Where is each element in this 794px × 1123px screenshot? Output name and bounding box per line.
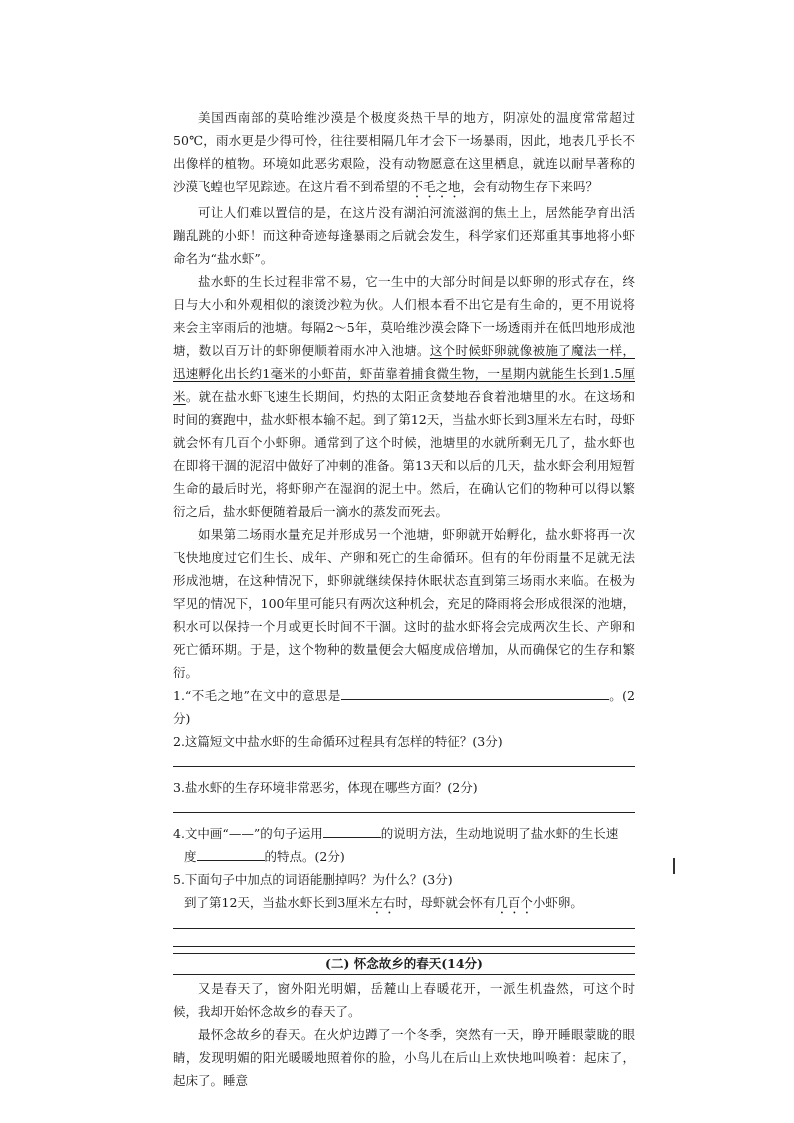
dotted-word-2: 几百个 bbox=[495, 895, 533, 910]
dotted-phrase: 不毛之地 bbox=[410, 179, 461, 194]
answer-line-2[interactable] bbox=[173, 766, 635, 767]
question-1 bbox=[173, 684, 635, 730]
section2-paragraph-2: 最怀念故乡的春天。在火炉边蹲了一个冬季，突然有一天，睁开睡眼蒙眬的眼睛，发现明媚的阳光暖暖地照着你的脸，小鸟儿在后山上欢快地叫唤着：起床了，起床了。睡意 bbox=[173, 1027, 635, 1088]
section2-paragraph-1: 又是春天了，窗外阳光明媚，岳麓山上春暖花开，一派生机盎然，可这个时候，我却开始怀念故乡的春天了。 bbox=[173, 981, 635, 1019]
paragraph-text: 盐水虾的生长过程非常不易，它一生中的大部分时间是以虾卵的形式存在，终日与大小和外观相似的滚烫沙粒为伙。人们根本看不出它是有生命的，更不用说将来会主宰雨后的池塘。每隔2～5年，莫哈维沙漠会降下一场透雨并在低凹地形成池塘，数以百万计的虾卵便顺着雨水冲入池塘。 bbox=[173, 274, 635, 358]
question-text: 4.文中画“——”的句子运用 bbox=[173, 826, 323, 841]
question-4-line-2 bbox=[173, 845, 635, 868]
answer-blank-4a[interactable] bbox=[323, 823, 381, 838]
question-5-sentence bbox=[173, 891, 635, 917]
paragraph-text: ，会有动物生存下来吗？ bbox=[460, 179, 599, 194]
answer-blank-4b[interactable] bbox=[197, 846, 265, 861]
underlined-sentence: 这个时候虾卵就像被施了魔法一样，迅速孵化出长约1毫米的小虾苗，虾苗靠着捕食微生物，一星期内就能生长到1.5厘米 bbox=[173, 343, 635, 404]
passage-paragraph-1 bbox=[173, 106, 635, 201]
question-text: 度 bbox=[184, 849, 197, 864]
answer-blank-1[interactable] bbox=[341, 685, 609, 700]
question-2: 2.这篇短文中盐水虾的生命循环过程具有怎样的特征？(3分) bbox=[173, 734, 503, 749]
question-text: 1.“不毛之地”在文中的意思是 bbox=[173, 688, 341, 703]
sentence-text: 小虾卵。 bbox=[532, 895, 583, 910]
question-3: 3.盐水虾的生存环境非常恶劣，体现在哪些方面？(2分) bbox=[173, 780, 478, 795]
passage-paragraph-3 bbox=[173, 270, 635, 523]
question-4 bbox=[173, 822, 635, 845]
scan-edge-mark bbox=[673, 858, 675, 874]
sentence-text: 时，母虾就会怀有 bbox=[395, 895, 496, 910]
passage-paragraph-2: 可让人们难以置信的是，在这片没有湖泊河流滋润的焦土上，居然能孕育出活蹦乱跳的小虾！而这种奇迹每逢暴雨之后就会发生，科学家们还郑重其事地将小虾命名为“盐水虾”。 bbox=[173, 205, 635, 266]
dotted-word-1: 左右 bbox=[370, 895, 396, 910]
question-5: 5.下面句子中加点的词语能删掉吗？为什么？(3分) bbox=[173, 872, 453, 887]
question-text: 的特点。(2分) bbox=[264, 849, 345, 864]
passage-paragraph-4: 如果第二场雨水量充足并形成另一个池塘，虾卵就开始孵化，盐水虾将再一次飞快地度过它们生长、成年、产卵和死亡的生命循环。但有的年份雨量不足就无法形成池塘，在这种情况下，虾卵就继续保持休眠状态直到第三场雨水来临。在极为罕见的情况下，100年里可能只有两次这种机会，充足的降雨将会形成很深的池塘，积水可以保持一个月或更长时间不干涸。这时的盐水虾将会完成两次生长、产卵和死亡循环期。于是，这个物种的数量便会大幅度成倍增加，从而确保它的生存和繁衍。 bbox=[173, 527, 635, 680]
sentence-text: 到了第12天，当盐水虾长到3厘米 bbox=[184, 895, 371, 910]
answer-line-3[interactable] bbox=[173, 812, 635, 813]
section-title: (二) 怀念故乡的春天(14分) bbox=[173, 953, 635, 975]
question-text: 的说明方法，生动地说明了盐水虾的生长速 bbox=[380, 826, 619, 841]
reading-content bbox=[173, 106, 635, 1092]
paragraph-text: 美国西南部的莫哈维沙漠是个极度炎热干旱的地方，阴凉处的温度常常超过50℃，雨水更是少得可怜，往往要相隔几年才会下一场暴雨，因此，地表几乎长不出像样的植物。环境如此恶劣艰险，没有动物愿意在这里栖息，就连以耐旱著称的沙漠飞蝗也罕见踪迹。在这片看不到希望的 bbox=[173, 110, 635, 194]
paragraph-text: 。就在盐水虾飞速生长期间，灼热的太阳正贪婪地吞食着池塘里的水。在这场和时间的赛跑中，盐水虾根本输不起。到了第12天，当盐水虾长到3厘米左右时，母虾就会怀有几百个小虾卵。通常到了这个时候，池塘里的水就所剩无几了，盐水虾也在即将干涸的泥沼中做好了冲刺的准备。第13天和以后的几天，盐水虾会利用短暂生命的最后时光，将虾卵产在湿润的泥土中。然后，在确认它们的物种可以得以繁衍之后，盐水虾便随着最后一滴水的蒸发而死去。 bbox=[173, 389, 635, 519]
answer-line-5a[interactable] bbox=[173, 928, 635, 929]
answer-line-5b[interactable] bbox=[173, 946, 635, 947]
question-score: 。(2分) bbox=[173, 688, 635, 726]
